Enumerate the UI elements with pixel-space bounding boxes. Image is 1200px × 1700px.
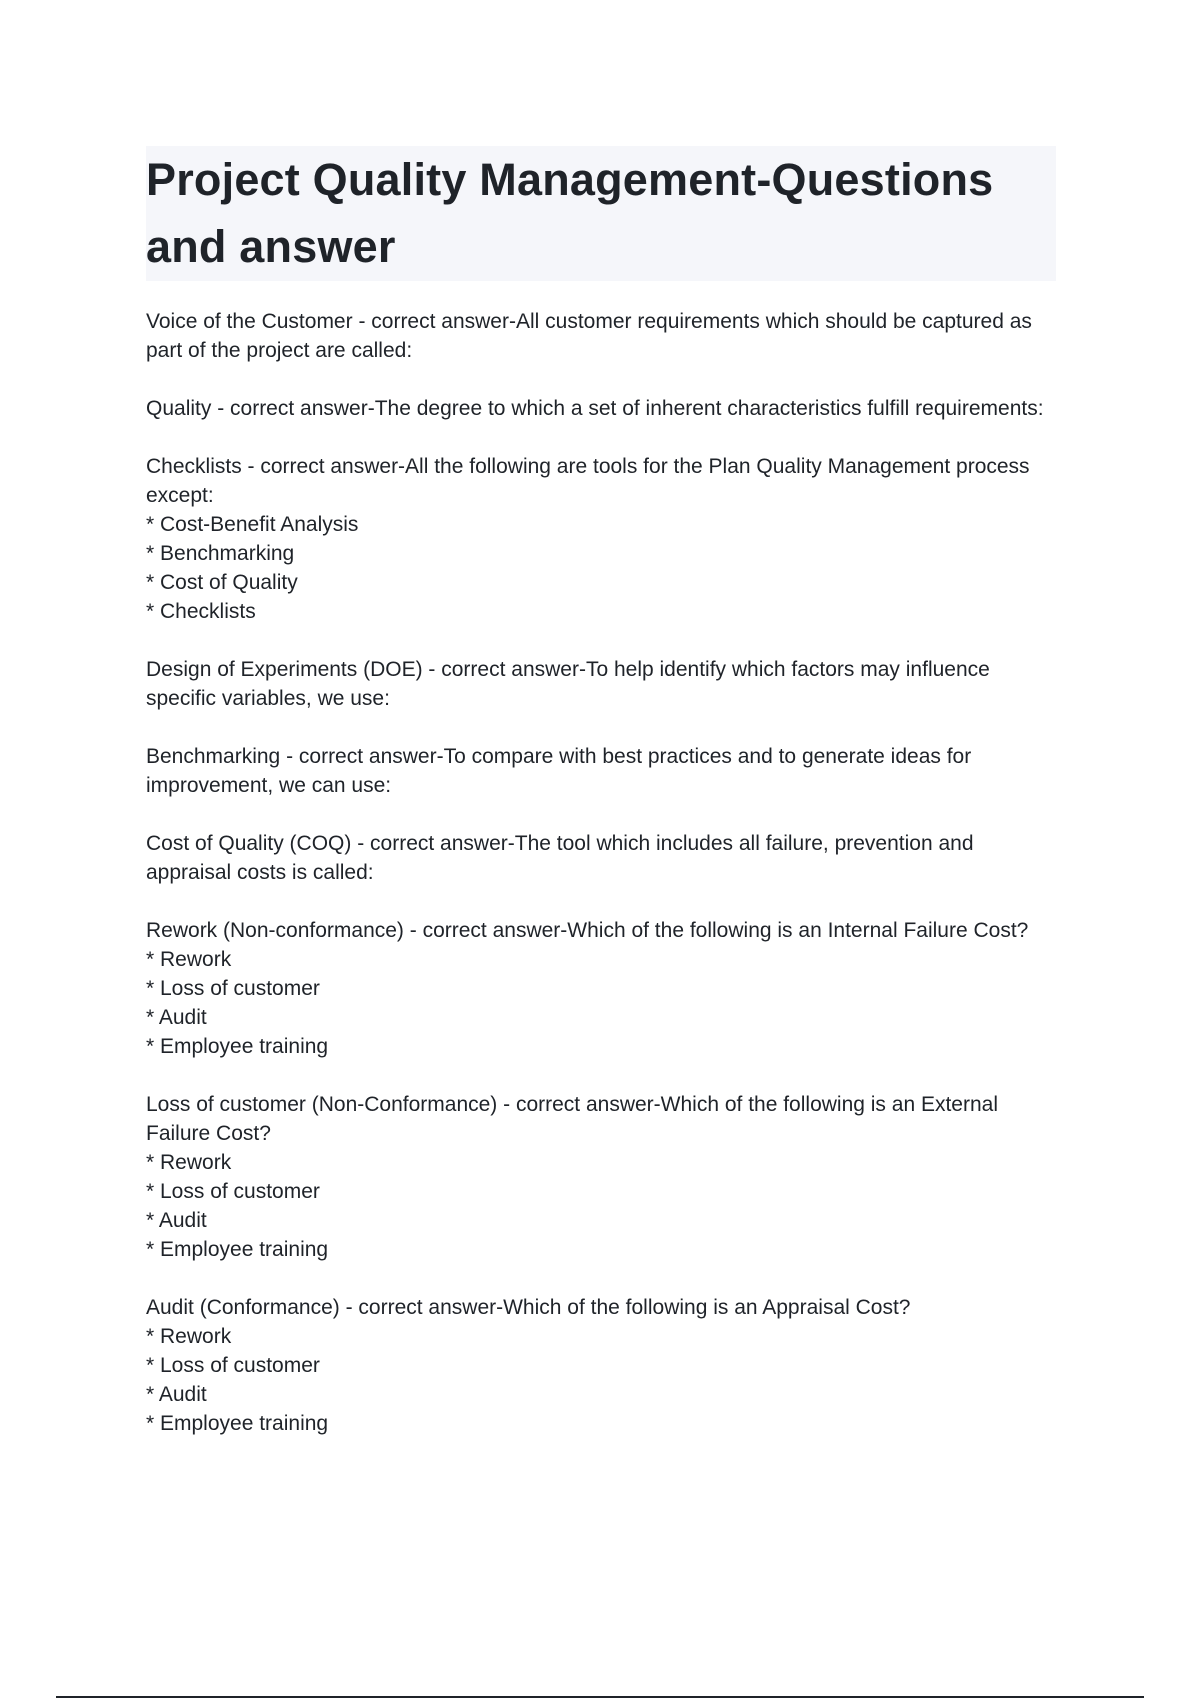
qa-item [146, 1090, 1056, 1264]
qa-option: * Cost-Benefit Analysis [146, 513, 359, 536]
qa-item [146, 742, 1056, 800]
qa-text: Loss of customer (Non-Conformance) - correct answer-Which of the following is an External Failure Cost? [146, 1093, 998, 1145]
qa-item [146, 452, 1056, 626]
qa-item [146, 829, 1056, 887]
qa-text: Benchmarking - correct answer-To compare with best practices and to generate ideas for improvement, we can use: [146, 745, 972, 797]
qa-option: * Audit [146, 1209, 207, 1232]
qa-option: * Employee training [146, 1238, 329, 1261]
qa-text: Voice of the Customer - correct answer-All customer requirements which should be captured as part of the project are called: [146, 310, 1032, 362]
qa-list [146, 307, 1056, 1438]
qa-option: * Audit [146, 1383, 207, 1406]
footer-divider [56, 1696, 1144, 1698]
qa-text: Audit (Conformance) - correct answer-Which of the following is an Appraisal Cost? [146, 1296, 911, 1319]
qa-option: * Cost of Quality [146, 571, 298, 594]
qa-option: * Loss of customer [146, 1180, 320, 1203]
qa-option: * Checklists [146, 600, 256, 623]
qa-text: Quality - correct answer-The degree to which a set of inherent characteristics fulfill requirements: [146, 397, 1044, 420]
qa-text: Design of Experiments (DOE) - correct answer-To help identify which factors may influence specific variables, we use: [146, 658, 990, 710]
qa-item [146, 655, 1056, 713]
qa-text: Rework (Non-conformance) - correct answer-Which of the following is an Internal Failure Cost? [146, 919, 1029, 942]
qa-option: * Employee training [146, 1412, 329, 1435]
qa-option: * Rework [146, 1325, 232, 1348]
qa-item [146, 307, 1056, 365]
qa-item [146, 1293, 1056, 1438]
qa-option: * Loss of customer [146, 977, 320, 1000]
title-banner [146, 146, 1056, 281]
page-title: Project Quality Management-Questions and answer [146, 154, 994, 272]
qa-option: * Benchmarking [146, 542, 295, 565]
qa-option: * Rework [146, 948, 232, 971]
qa-option: * Loss of customer [146, 1354, 320, 1377]
qa-option: * Audit [146, 1006, 207, 1029]
qa-item [146, 916, 1056, 1061]
qa-option: * Employee training [146, 1035, 329, 1058]
qa-text: Checklists - correct answer-All the following are tools for the Plan Quality Management process except: [146, 455, 1030, 507]
qa-item [146, 394, 1056, 423]
document-page [146, 146, 1056, 1467]
qa-option: * Rework [146, 1151, 232, 1174]
qa-text: Cost of Quality (COQ) - correct answer-The tool which includes all failure, prevention and appraisal costs is called: [146, 832, 974, 884]
